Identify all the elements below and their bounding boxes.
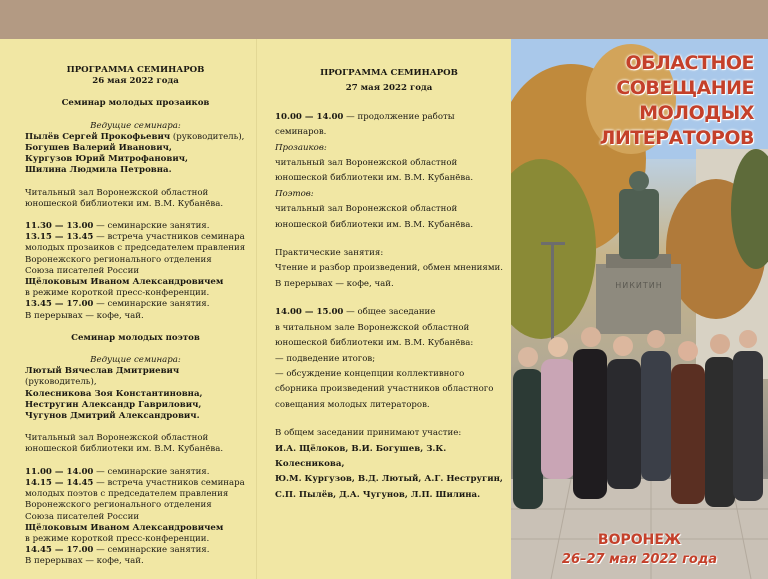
poets-session-2-line-4: Союза писателей России [25, 511, 140, 522]
prose-leaders-label: Ведущие семинара: [90, 120, 181, 131]
poets-session-2-text: — встреча участников семинара [93, 477, 245, 488]
poets-session-2-line-2: молодых поэтов с председателем правления [25, 489, 229, 500]
prose-leader-2: Богушев Валерий Иванович, [25, 143, 172, 154]
prose-venue-line-1: Читальный зал Воронежской областной [25, 187, 209, 198]
may27-prose-label: Прозаиков: [275, 142, 327, 153]
may27-session-2-line-7: совещания молодых литераторов. [275, 399, 430, 410]
poets-leader-1-role: (руководитель), [25, 377, 97, 388]
prose-session-2-chair: Щёлоковым Иваном Александровичем [25, 277, 224, 288]
prose-leader-1 [25, 132, 246, 143]
poets-leader-1-name: Лютый Вячеслав Дмитриевич [25, 366, 180, 377]
poets-session-2-time: 14.15 — 14.45 [25, 477, 94, 488]
poets-session-3-time: 14.45 — 17.00 [25, 545, 94, 556]
cover-title-line-4: ЛИТЕРАТОРОВ [599, 127, 754, 149]
may27-session-1-text: — продолжение работы семинаров. [275, 111, 455, 138]
prose-coffee: В перерывах — кофе, чай. [25, 310, 144, 321]
poets-session-1-time: 11.00 — 14.00 [25, 466, 94, 477]
may27-session-2-line-4: — подведение итогов; [275, 353, 376, 364]
prose-session-1-text: — семинарские занятия. [93, 221, 210, 232]
pedestal-inscription: НИКИТИН [615, 281, 663, 290]
prose-session-3 [25, 299, 246, 310]
col1-date: 26 мая 2022 года [92, 76, 179, 87]
may27-practice-label: Практические занятия: [275, 248, 384, 259]
may27-session-2-time: 14.00 — 15.00 [275, 307, 344, 318]
prose-seminar-heading: Семинар молодых прозаиков [61, 98, 210, 109]
cover-photo [511, 39, 768, 579]
prose-session-2-line-6: в режиме короткой пресс-конференции. [25, 288, 210, 299]
cover-title-line-2: СОВЕЩАНИЕ [616, 77, 754, 99]
pedestal-shape [596, 264, 681, 334]
prose-session-2-line-3: Воронежского регионального отделения [25, 254, 212, 265]
may27-poets-venue-2: юношеской библиотеки им. В.М. Кубанёва. [275, 219, 474, 230]
may27-coffee: В перерывах — кофе, чай. [275, 278, 394, 289]
cover-city: ВОРОНЕЖ [597, 532, 682, 548]
may27-session-2-line-5: — обсуждение концепции коллективного [275, 368, 465, 379]
poets-venue-line-2: юношеской библиотеки им. В.М. Кубанёва. [25, 444, 224, 455]
poets-leader-1 [25, 366, 246, 388]
prose-leader-4: Шилина Людмила Петровна. [25, 165, 172, 176]
poets-session-1 [25, 467, 246, 478]
participants-line-1: И.А. Щёлоков, В.И. Богушев, З.К. Колесникова, [275, 443, 447, 469]
may27-poets-label: Поэтов: [275, 188, 314, 199]
poets-session-2-line-6: в режиме короткой пресс-конференции. [25, 533, 210, 544]
cover-dates: 26–27 мая 2022 года [561, 552, 718, 567]
top-band [0, 0, 768, 39]
prose-venue-line-2: юношеской библиотеки им. В.М. Кубанёва. [25, 198, 224, 209]
poets-leader-3: Нестругин Александр Гаврилович, [25, 399, 202, 410]
poets-leader-4: Чугунов Дмитрий Александрович. [25, 411, 200, 422]
prose-session-1 [25, 221, 246, 232]
participants-line-2: Ю.М. Кургузов, В.Д. Лютый, А.Г. Нестругин, [275, 474, 503, 485]
cover-title-line-1: ОБЛАСТНОЕ [625, 52, 754, 74]
program-may-27-column [256, 39, 511, 579]
prose-session-1-time: 11.30 — 13.00 [25, 221, 94, 232]
poets-session-3-text: — семинарские занятия. [93, 545, 210, 556]
may27-prose-venue-2: юношеской библиотеки им. В.М. Кубанёва. [275, 173, 474, 184]
col2-title: ПРОГРАММА СЕМИНАРОВ [320, 68, 458, 78]
participants-line-3: С.П. Пылёв, Д.А. Чугунов, Л.П. Шилина. [275, 489, 481, 500]
prose-session-2 [25, 232, 246, 243]
statue-shape [619, 189, 659, 259]
may27-session-2-text: — общее заседание [343, 307, 436, 318]
poets-seminar-heading: Семинар молодых поэтов [71, 332, 200, 343]
may27-poets-venue-1: читальный зал Воронежской областной [275, 204, 458, 215]
poets-leaders-label: Ведущие семинара: [90, 355, 181, 366]
may27-practice-text: Чтение и разбор произведений, обмен мнениями. [275, 263, 503, 274]
prose-session-2-line-4: Союза писателей России [25, 265, 140, 276]
poets-leader-2: Колесникова Зоя Константиновна, [25, 388, 203, 399]
prose-session-3-text: — семинарские занятия. [93, 299, 210, 310]
may27-session-2-line-2: в читальном зале Воронежской областной [275, 322, 470, 333]
may27-session-1-time: 10.00 — 14.00 [275, 111, 344, 122]
may27-prose-venue-1: читальный зал Воронежской областной [275, 158, 458, 169]
prose-leader-1-role: (руководитель), [170, 131, 245, 142]
prose-leader-1-name: Пылёв Сергей Прокофьевич [25, 131, 171, 142]
poets-coffee: В перерывах — кофе, чай. [25, 556, 144, 567]
cover-title-line-3: МОЛОДЫХ [639, 102, 754, 124]
poets-session-2-chair: Щёлоковым Иваном Александровичем [25, 522, 224, 533]
prose-session-2-text: — встреча участников семинара [93, 232, 245, 243]
poets-session-1-text: — семинарские занятия. [93, 466, 210, 477]
may27-session-1 [275, 110, 503, 141]
prose-session-2-time: 13.15 — 13.45 [25, 232, 94, 243]
may27-session-2-line-6: сборника произведений участников областного [275, 384, 494, 395]
poets-venue-line-1: Читальный зал Воронежской областной [25, 433, 209, 444]
prose-leader-3: Кургузов Юрий Митрофанович, [25, 154, 189, 165]
poets-session-2-line-3: Воронежского регионального отделения [25, 500, 212, 511]
col1-title: ПРОГРАММА СЕМИНАРОВ [66, 65, 205, 75]
prose-session-2-line-2: молодых прозаиков с председателем правления [25, 243, 246, 254]
poets-session-3 [25, 545, 246, 556]
may27-session-2 [275, 305, 503, 320]
prose-session-3-time: 13.45 — 17.00 [25, 299, 94, 310]
poets-session-2 [25, 478, 246, 489]
col2-date: 27 мая 2022 года [345, 83, 433, 94]
may27-session-2-line-3: юношеской библиотеки им. В.М. Кубанёва: [275, 338, 474, 349]
program-may-26-column [0, 39, 256, 579]
participants-intro: В общем заседании принимают участие: [275, 428, 462, 439]
